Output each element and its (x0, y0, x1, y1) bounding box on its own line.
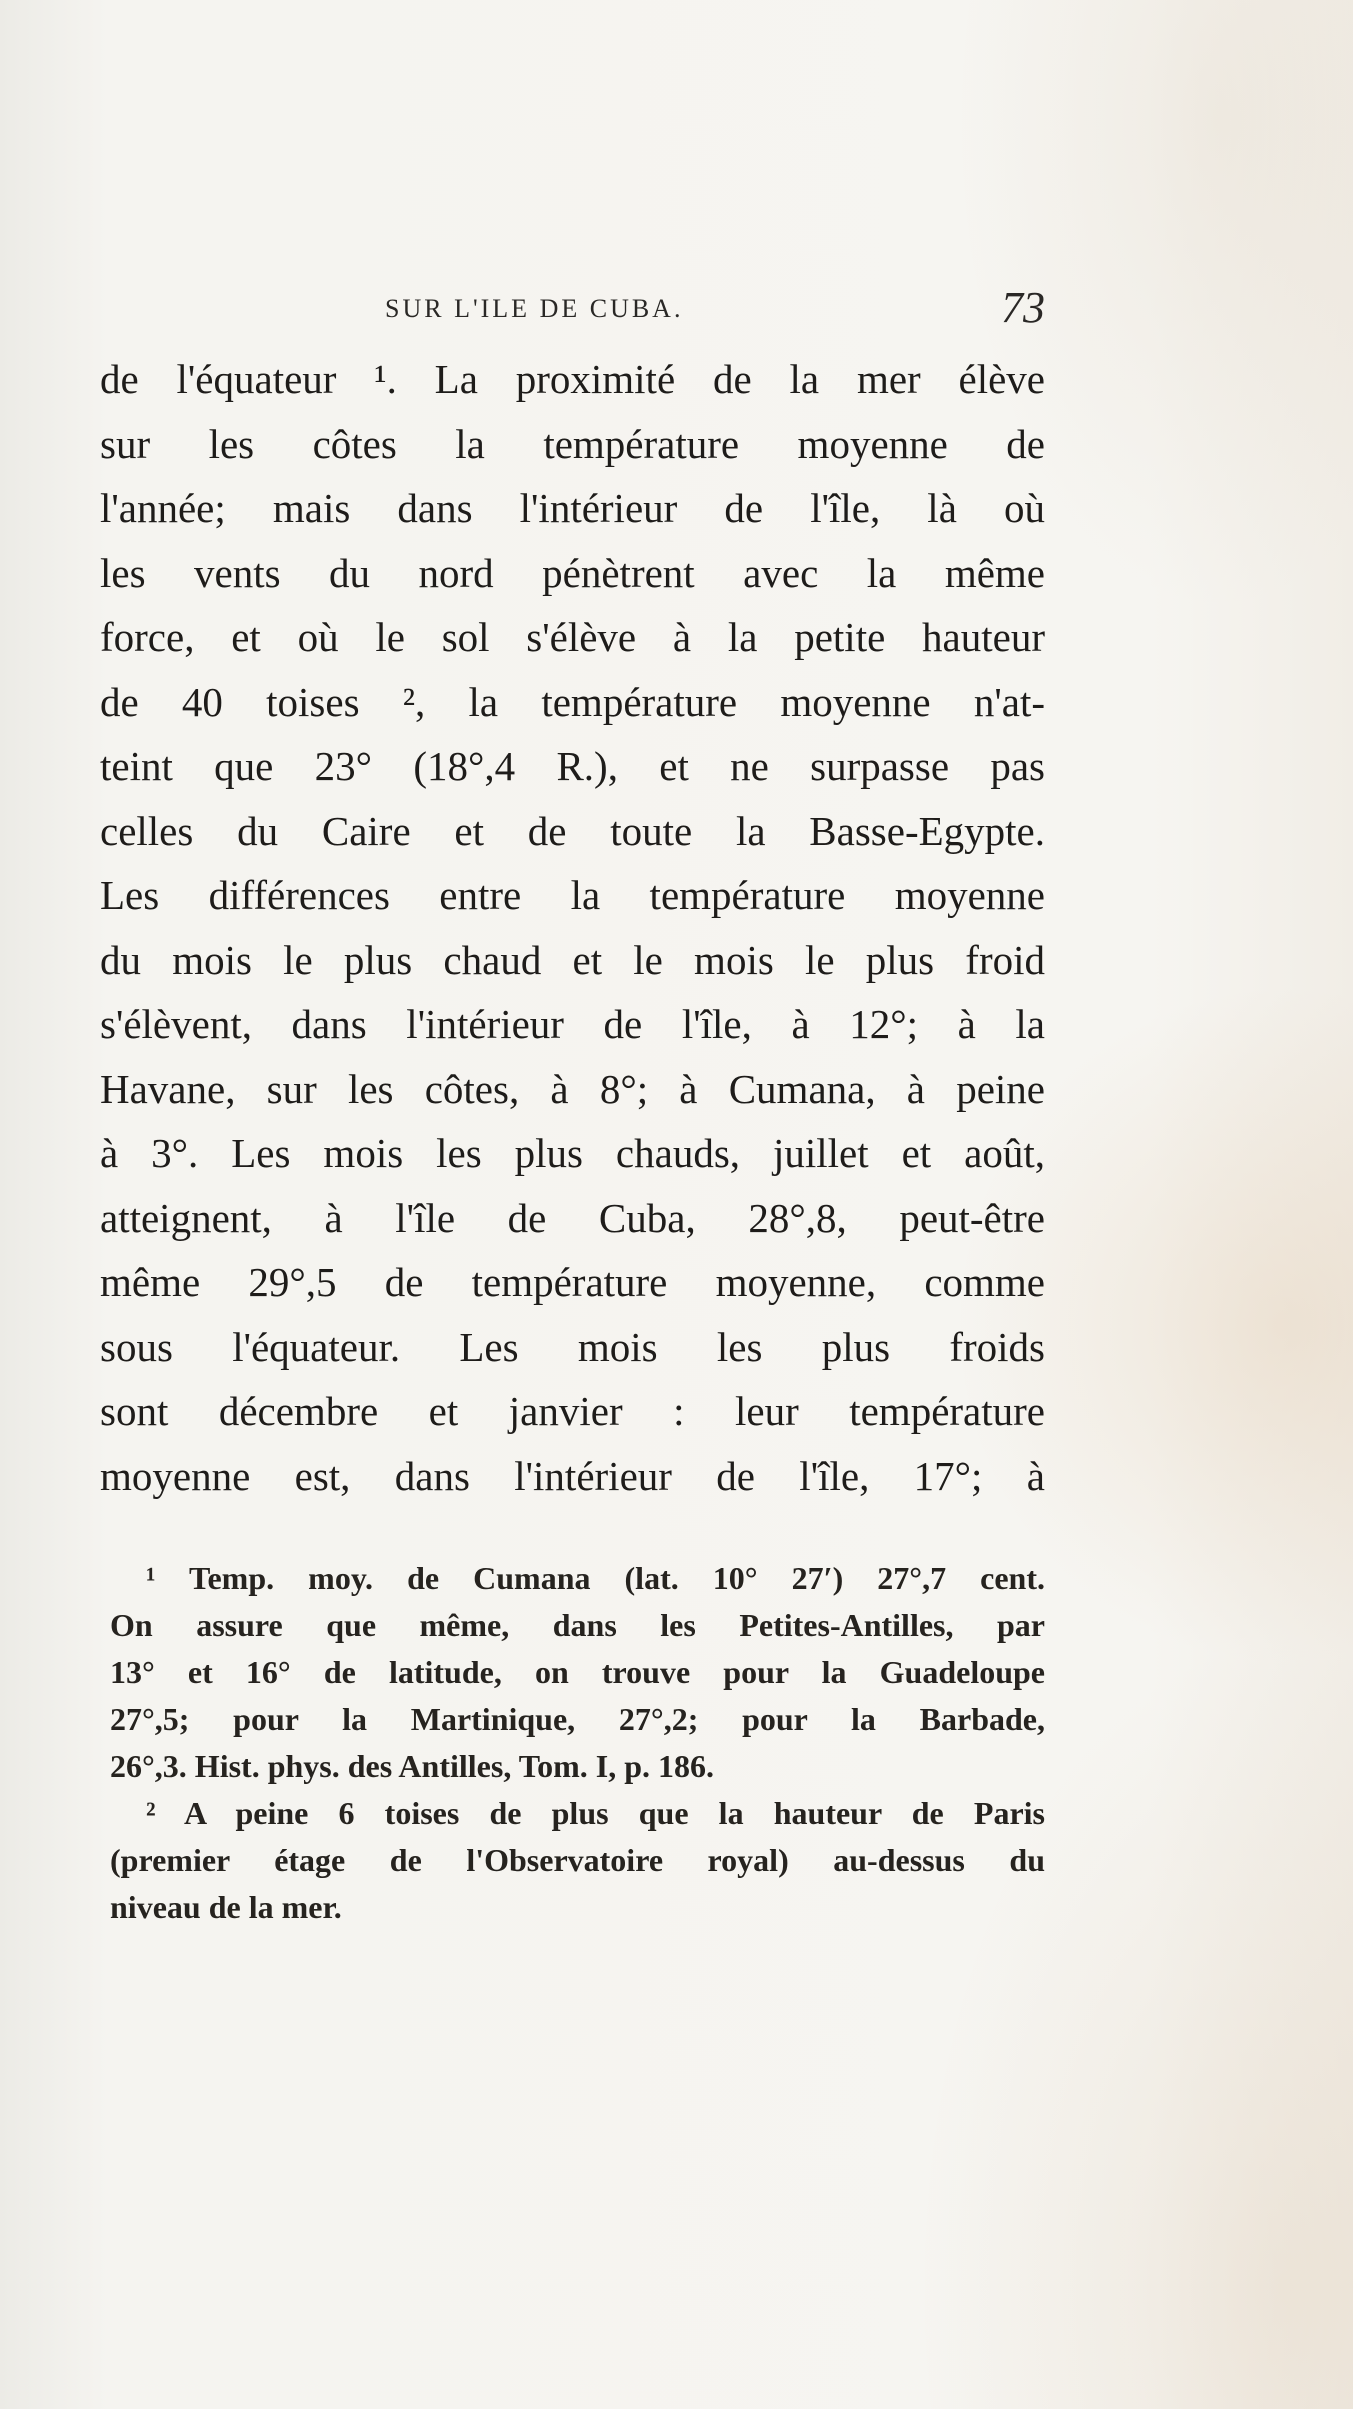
body-line: même 29°,5 de température moyenne, comme (100, 1259, 1045, 1305)
footnote-line: ¹ Temp. moy. de Cumana (lat. 10° 27′) 27°,7 cent. (146, 1560, 1045, 1596)
body-line: sous l'équateur. Les mois les plus froids (100, 1323, 1045, 1370)
body-line: Havane, sur les côtes, à 8°; à Cumana, à peine (100, 1065, 1045, 1112)
body-line: l'année; mais dans l'intérieur de l'île, là où (100, 485, 1045, 531)
body-line: sur les côtes la température moyenne de (100, 420, 1045, 467)
footnote-line: niveau de la mer. (110, 1889, 342, 1925)
body-line: sont décembre et janvier : leur température (100, 1388, 1045, 1434)
body-line: celles du Caire et de toute la Basse-Egypte. (100, 807, 1045, 854)
body-line: de l'équateur ¹. La proximité de la mer élève (100, 356, 1045, 402)
body-line: teint que 23° (18°,4 R.), et ne surpasse pas (100, 743, 1045, 789)
footnote-line: On assure que même, dans les Petites-Antilles, par (110, 1607, 1045, 1643)
body-line: de 40 toises ², la température moyenne n'at- (100, 678, 1045, 725)
footnote-line: (premier étage de l'Observatoire royal) au-dessus du (110, 1842, 1045, 1878)
footnote-line: 13° et 16° de latitude, on trouve pour la Guadeloupe (110, 1654, 1045, 1690)
footnote-line: 26°,3. Hist. phys. des Antilles, Tom. I, p. 186. (110, 1748, 715, 1784)
body-line: moyenne est, dans l'intérieur de l'île, 17°; à (100, 1452, 1045, 1499)
body-line: force, et où le sol s'élève à la petite hauteur (100, 614, 1045, 660)
footnote-line: ² A peine 6 toises de plus que la hauteur de Paris (146, 1795, 1045, 1831)
body-line: s'élèvent, dans l'intérieur de l'île, à 12°; à la (100, 1001, 1045, 1047)
body-line: à 3°. Les mois les plus chauds, juillet et août, (100, 1130, 1045, 1176)
body-line: atteignent, à l'île de Cuba, 28°,8, peut-être (100, 1194, 1045, 1241)
footnotes (110, 1555, 1045, 1931)
body-line: les vents du nord pénètrent avec la même (100, 549, 1045, 596)
body-line: Les différences entre la température moyenne (100, 872, 1045, 918)
running-head (100, 282, 1045, 332)
body-line: du mois le plus chaud et le mois le plus froid (100, 936, 1045, 983)
page-number: 73 (1001, 283, 1045, 332)
body-text (100, 347, 1045, 1508)
running-title: SUR L'ILE DE CUBA. (385, 294, 684, 323)
footnote-line: 27°,5; pour la Martinique, 27°,2; pour la Barbade, (110, 1701, 1045, 1737)
